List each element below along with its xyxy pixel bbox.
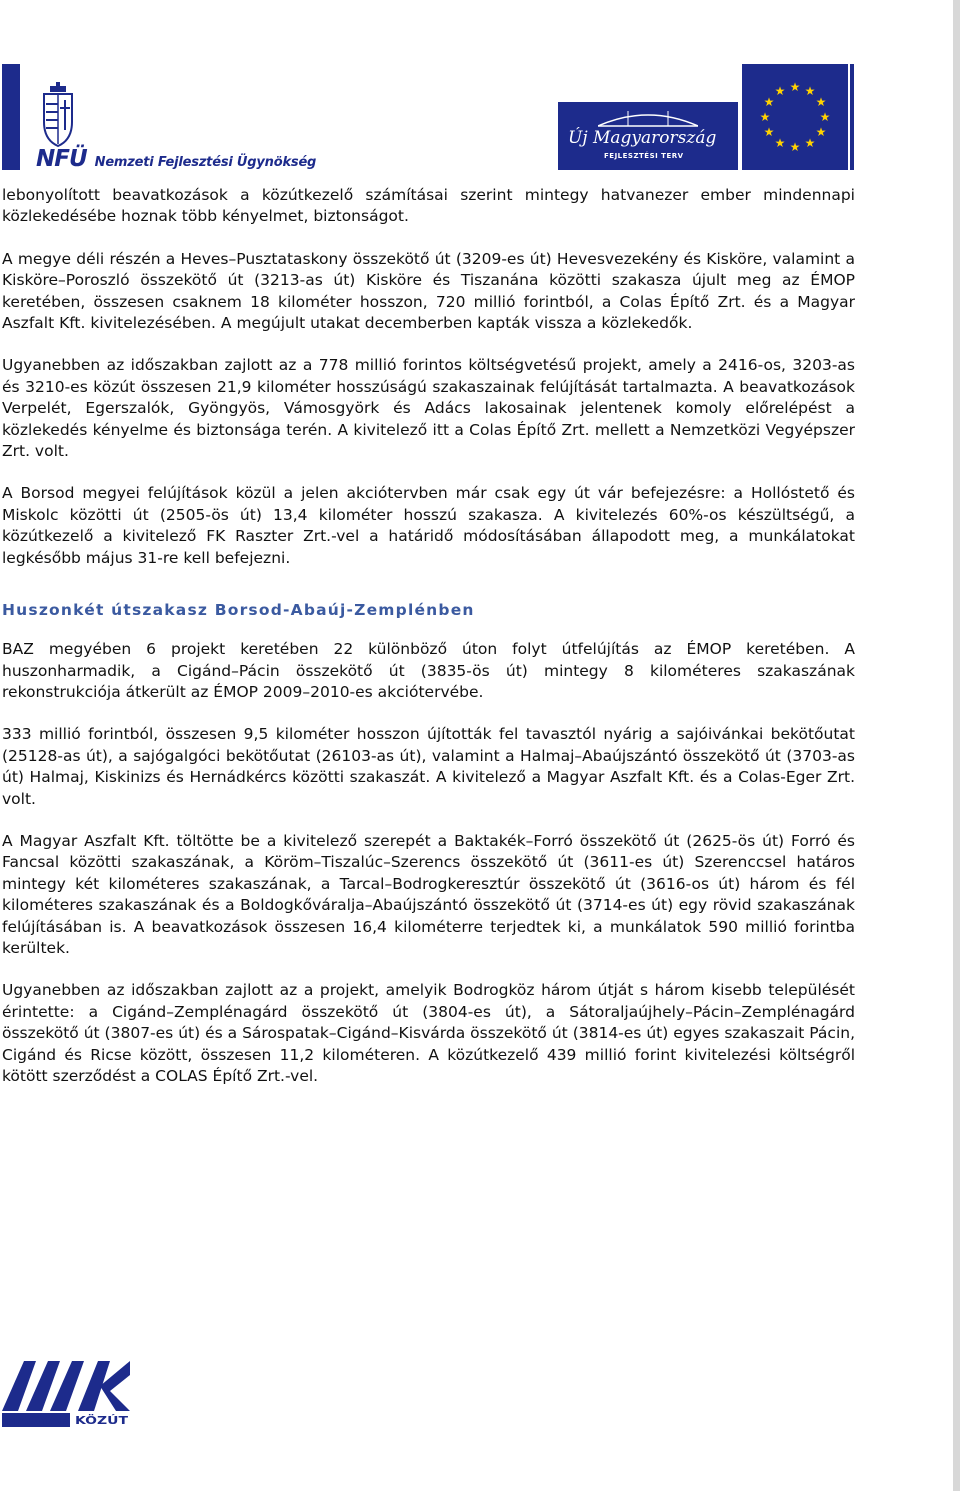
svg-text:★: ★ [763, 125, 775, 139]
paragraph: lebonyolított beavatkozások a közútkezelő számításai szerint mintegy hatvanezer ember mindennapi közlekedésébe hoznak több kényelmet, biztonságot. [2, 186, 855, 226]
svg-text:★: ★ [819, 110, 831, 124]
bridge-icon [598, 108, 698, 130]
nfu-logo-text [36, 146, 316, 172]
svg-text:★: ★ [815, 125, 827, 139]
svg-text:★: ★ [789, 140, 801, 154]
paragraph: Ugyanebben az időszakban zajlott az a projekt, amelyik Bodrogköz három útját s három kisebb települését érintette: a Cigánd–Zemplénagárd összekötő út (3804-es út), a Sátoraljaújhely–Pácin–Zemplénagárd összekötő út (3807-es út) és a Sárospatak–Cigánd–Kisvárda összekötő út (3814-es út) egyes szakaszait Pácin, Cigánd és Ricse között, összesen 11,2 kilométeren. A közútkezelő 439 millió forint kivitelezési költségről kötött szerződést a COLAS Építő Zrt.-vel. [2, 981, 855, 1085]
paragraph: 333 millió forintból, összesen 9,5 kilométer hosszon újították fel tavasztól nyárig a sajóivánkai bekötőutat (25128-as út), a sajógalgóci bekötőutat (26103-as út), valamint a Halmaj–Abaújszántó összekötő út (3703-as út) Halmaj, Kiskinizs és Hernádkércs közötti szakaszát. A kivitelező a Magyar Aszfalt Kft. és a Colas-Eger Zrt. volt. [2, 725, 855, 808]
magyar-kozut-logo [2, 1361, 132, 1427]
paragraph: A Magyar Aszfalt Kft. töltötte be a kivitelező szerepét a Baktakék–Forró összekötő út (2625-ös út) Forró és Fancsal közötti szakaszának, a Köröm–Tiszalúc–Szerencs összekötő út (3611-es út) Szerenccsel határos mintegy két kilométeres szakaszának, a Tarcal–Bodrogkeresztúr összekötő út (3616-os út) három és fél kilométeres szakaszának és a Boldogkőváralja–Abaújszántó összekötő út (3714-es út) egy rövid szakaszának felújításában is. A beavatkozások összesen 16,4 kilométerre terjedtek ki, a munkálatok 590 millió forintba kerültek. [2, 831, 855, 957]
svg-text:★: ★ [774, 84, 786, 98]
svg-text:★: ★ [804, 136, 816, 150]
article-body [2, 185, 855, 1108]
section-heading: Huszonkét útszakasz Borsod-Abaúj-Zemplénben [2, 601, 475, 620]
eu-color-bar [850, 64, 854, 170]
nfu-abbreviation: NFÜ [36, 146, 87, 172]
uj-magyarorszag-logo [558, 102, 738, 170]
paragraph: BAZ megyében 6 projekt keretében 22 különböző úton folyt útfelújítás az ÉMOP keretében. A huszonharmadik, a Cigánd–Pácin összekötő út (3835-ös út) mintegy 8 kilométeres szakaszának rekonstrukciója átkerült az ÉMOP 2009–2010-es akciótervébe. [2, 640, 855, 701]
uj-magyarorszag-title: Új Magyarország [568, 128, 717, 148]
uj-magyarorszag-subtitle: FEJLESZTÉSI TERV [604, 152, 684, 160]
svg-text:★: ★ [763, 95, 775, 109]
svg-text:★: ★ [804, 84, 816, 98]
svg-text:★: ★ [759, 110, 771, 124]
paragraph: A Borsod megyei felújítások közül a jelen akciótervben már csak egy út vár befejezésre: a Hollóstető és Miskolc közötti út (2505-ös út) 13,4 kilométer hosszú szakasza. A kivitelezés 60%-os készültségű, a közútkezelő a kivitelező FK Raszter Zrt.-vel a határidő módosításában állapodott meg, a munkálatokat legkésőbb május 31-re kell befejezni. [2, 484, 855, 567]
svg-text:★: ★ [815, 95, 827, 109]
nfu-agency-name: Nemzeti Fejlesztési Ügynökség [94, 155, 317, 170]
page-header [0, 60, 960, 175]
svg-text:★: ★ [774, 136, 786, 150]
magyar-kozut-logo-text: MAGYAR KÖZÚT [4, 1415, 98, 1427]
svg-text:★: ★ [789, 80, 801, 94]
paragraph: Ugyanebben az időszakban zajlott az a 778 millió forintos költségvetésű projekt, amely a 2416-os, 3203-as és 3210-es közút összesen 21,9 kilométer hosszúságú szakaszainak felújítását tartalmazta. A beavatkozások Verpelét, Egerszalók, Gyöngyös, Vámosgyörk és Adács lakosainak jelentenek komoly előrelépést a közlekedés kényelme és biztonsága terén. A kivitelező itt a Colas Építő Zrt. mellett a Nemzetközi Vegyépszer Zrt. volt. [2, 356, 855, 461]
nfu-color-bar [2, 64, 20, 170]
page-edge-bar [953, 0, 960, 1491]
paragraph: A megye déli részén a Heves–Pusztataskony összekötő út (3209-es út) Hevesvezekény és Kisköre, valamint a Kisköre–Poroszló összekötő út (3213-as út) Kisköre és Tiszanána közötti szakasza újult meg az ÉMOP keretében, összesen csaknem 18 kilométer hosszon, 720 millió forintból, a Colas Építő Zrt. és a Magyar Aszfalt Kft. kivitelezésében. A megújult utakat decemberben kapták vissza a közlekedők. [2, 249, 855, 333]
eu-flag-icon [742, 64, 848, 170]
